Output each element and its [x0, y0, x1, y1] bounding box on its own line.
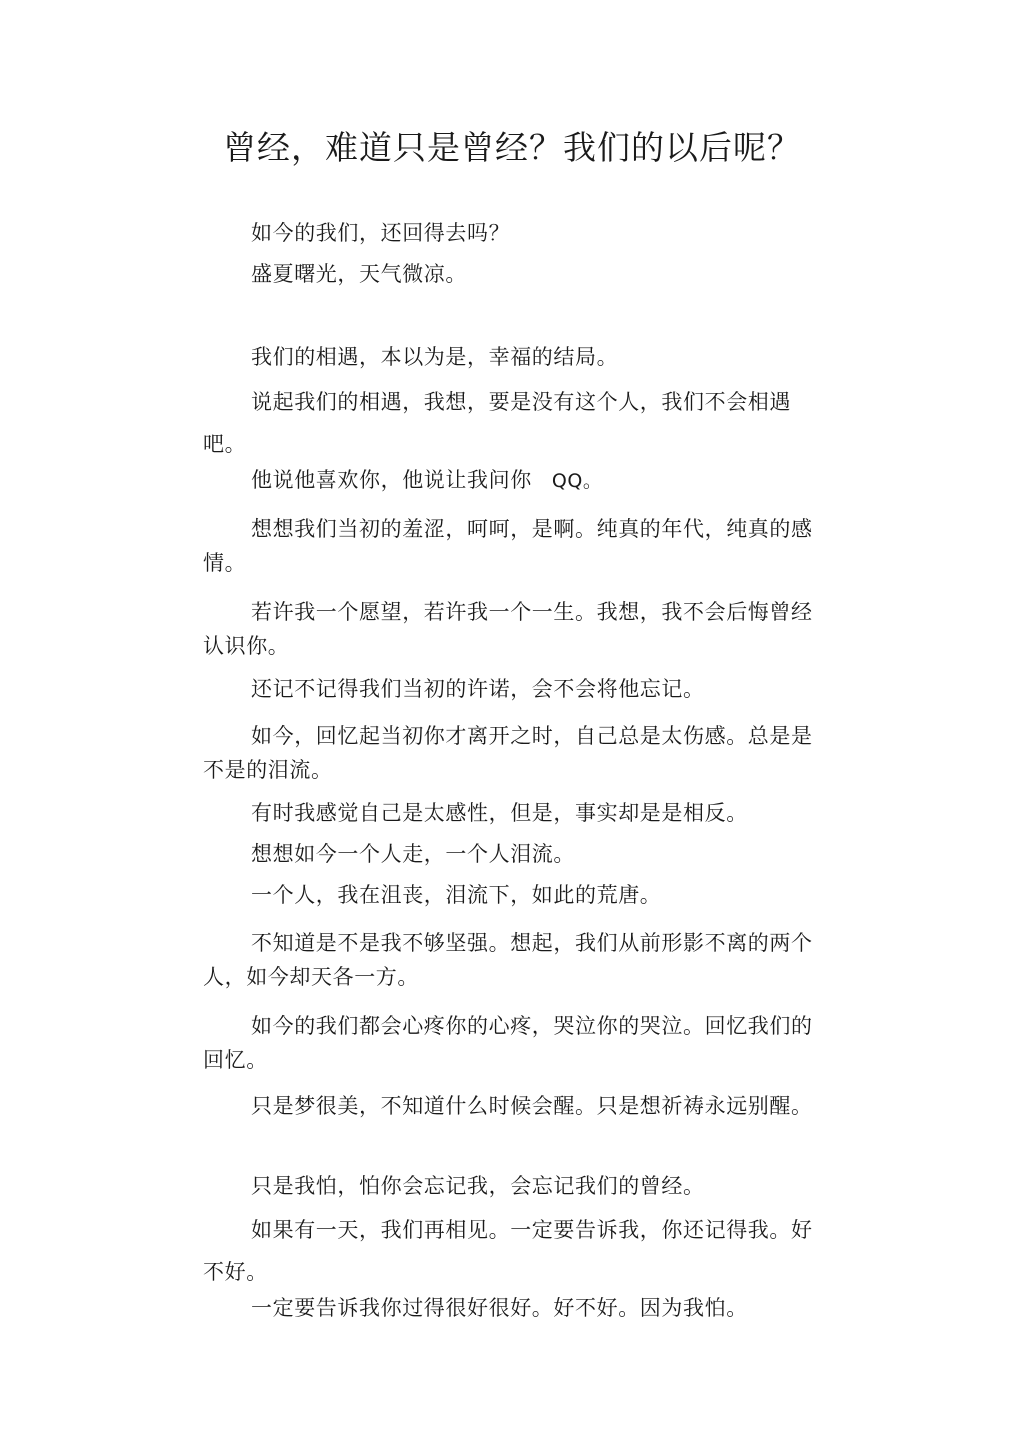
paragraph: 一个人，我在沮丧，泪流下，如此的荒唐。 — [251, 883, 662, 907]
document-title: 曾经，难道只是曾经？我们的以后呢？ — [223, 128, 801, 167]
paragraph: 如果有一天，我们再相见。一定要告诉我，你还记得我。好不好。 — [203, 1218, 813, 1284]
paragraph-qq — [203, 463, 828, 498]
paragraph: 有时我感觉自己是太感性，但是，事实却是是相反。 — [251, 801, 748, 825]
paragraph: 若许我一个愿望，若许我一个一生。我想，我不会后悔曾经认识你。 — [203, 600, 813, 658]
paragraph: 说起我们的相遇，我想，要是没有这个人，我们不会相遇吧。 — [203, 390, 791, 456]
paragraph: 我们的相遇，本以为是，幸福的结局。 — [251, 345, 619, 369]
paragraph: 如今，回忆起当初你才离开之时，自己总是太伤感。总是是不是的泪流。 — [203, 724, 813, 782]
paragraph: 如今的我们，还回得去吗？ — [251, 221, 511, 245]
paragraph: 想想如今一个人走，一个人泪流。 — [251, 842, 575, 866]
paragraph: 只是梦很美，不知道什么时候会醒。只是想祈祷永远别醒。 — [251, 1094, 813, 1118]
paragraph: 不知道是不是我不够坚强。想起，我们从前形影不离的两个人，如今却天各一方。 — [203, 931, 813, 989]
paragraph: 一定要告诉我你过得很好很好。好不好。因为我怕。 — [251, 1296, 748, 1320]
paragraph: 还记不记得我们当初的许诺，会不会将他忘记。 — [251, 677, 705, 701]
paragraph: 盛夏曙光，天气微凉。 — [251, 262, 467, 286]
paragraph: 如今的我们都会心疼你的心疼，哭泣你的哭泣。回忆我们的回忆。 — [203, 1014, 813, 1072]
paragraph: 只是我怕，怕你会忘记我，会忘记我们的曾经。 — [251, 1174, 705, 1198]
paragraph: 想想我们当初的羞涩，呵呵，是啊。纯真的年代，纯真的感情。 — [203, 517, 813, 575]
qq-text: QQ。 — [551, 470, 603, 492]
paragraph-text: 他说他喜欢你，他说让我问你 — [251, 468, 532, 492]
